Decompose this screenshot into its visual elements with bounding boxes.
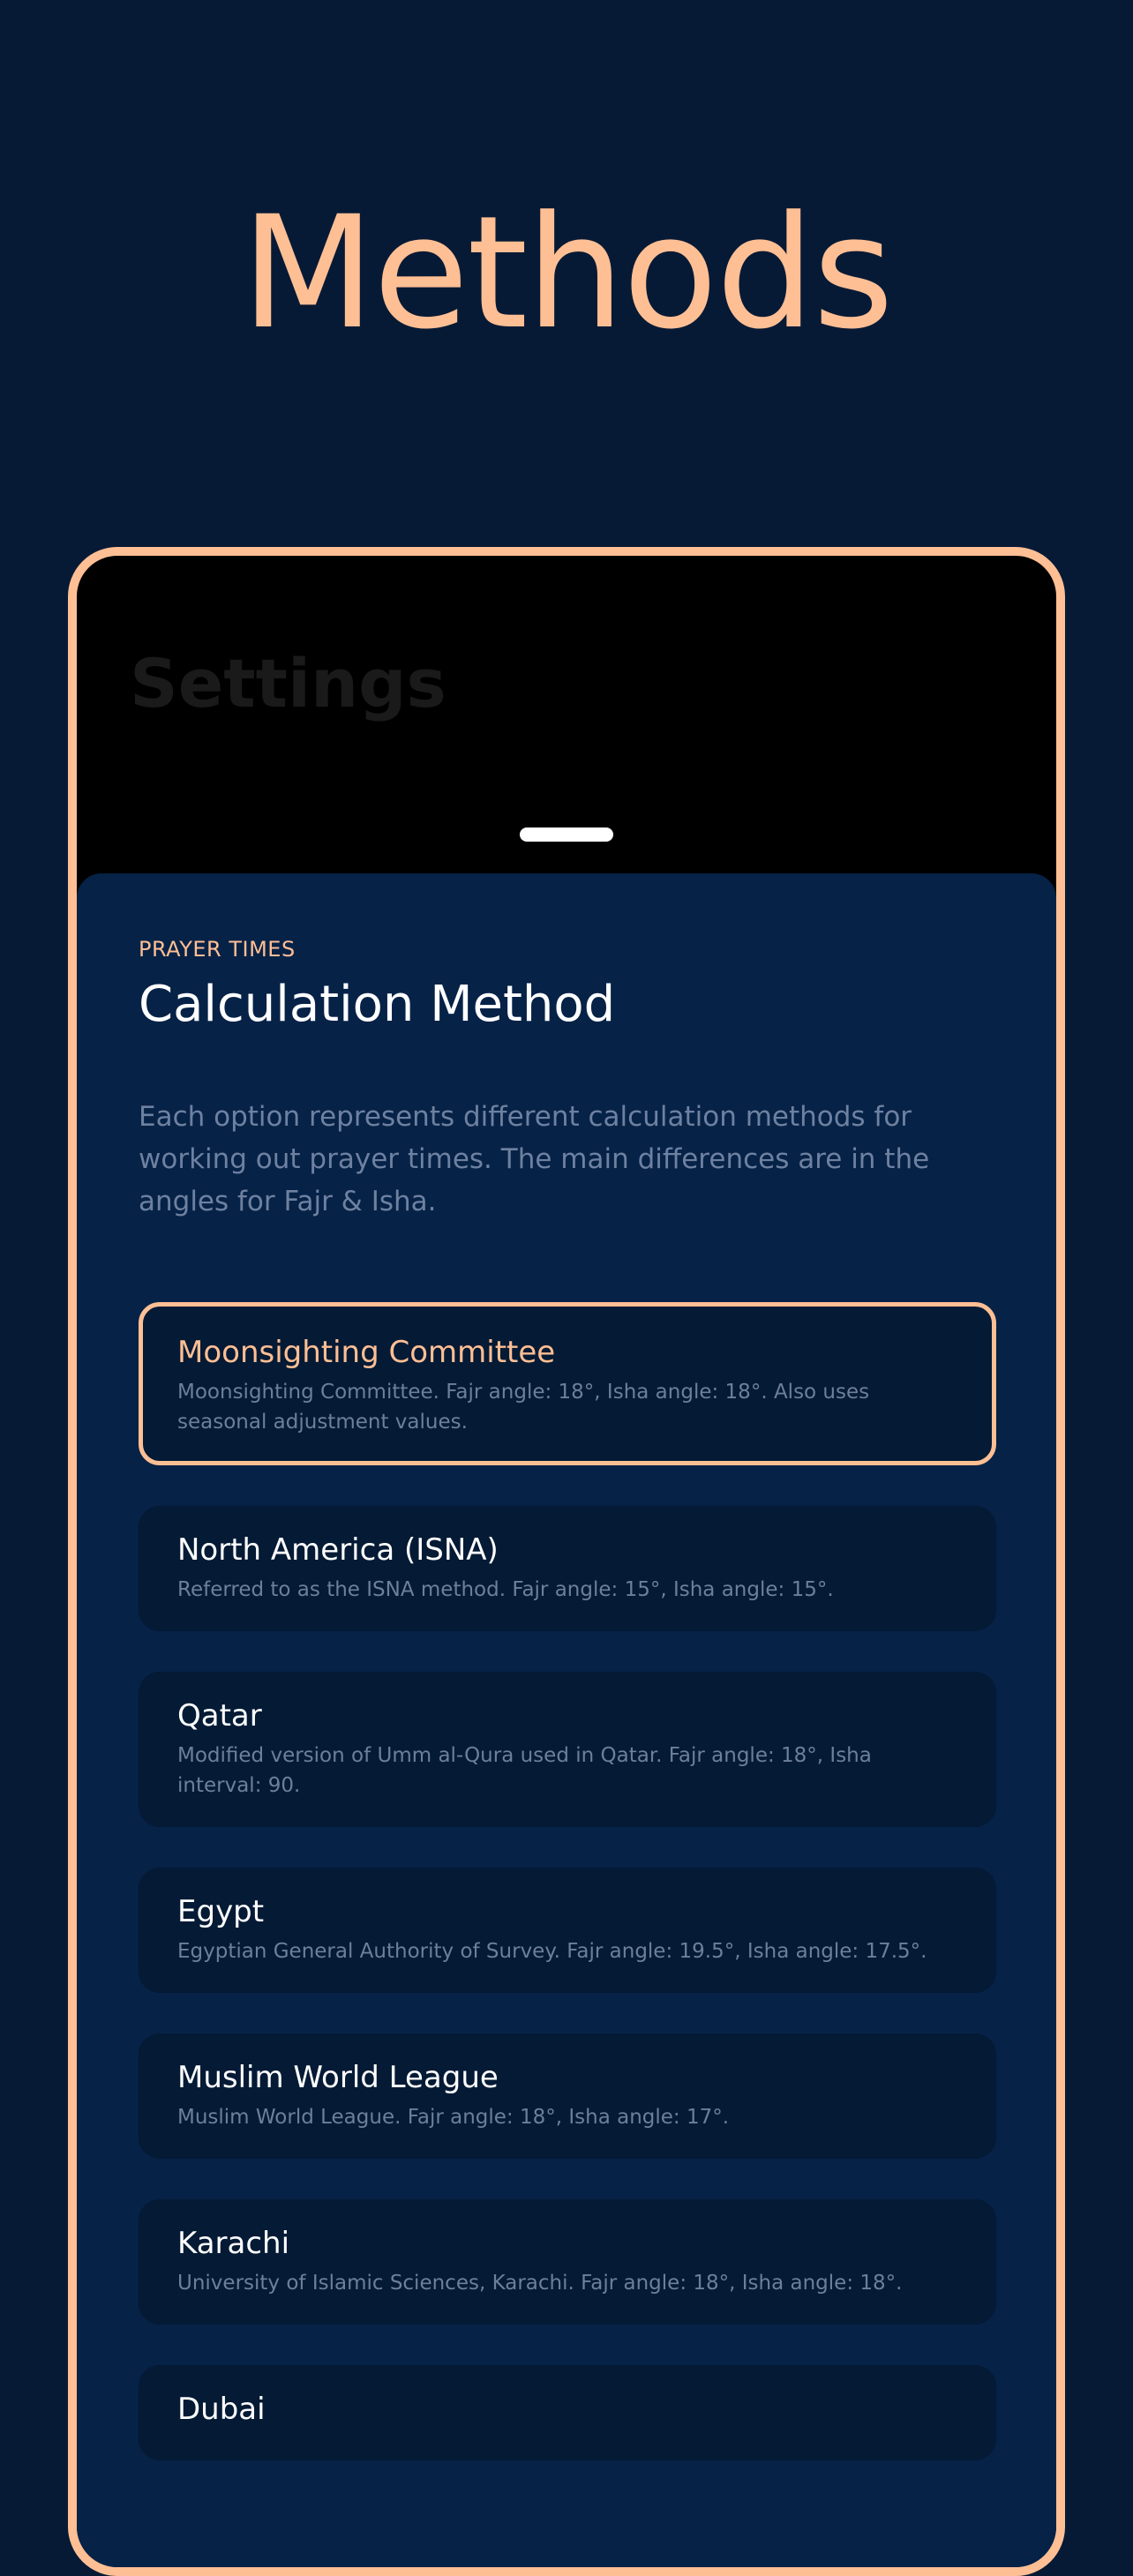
method-name: Dubai	[177, 2392, 266, 2427]
sheet-description: Each option represents different calculation methods for working out prayer times. The main differences are in the angles for Fajr & Isha.	[139, 1101, 930, 1217]
method-option-moonsighting-committee[interactable]	[139, 1302, 996, 1465]
method-description: Modified version of Umm al-Qura used in Qatar. Fajr angle: 18°, Isha interval: 90.	[177, 1744, 872, 1797]
method-description: Referred to as the ISNA method. Fajr angle: 15°, Isha angle: 15°.	[177, 1578, 834, 1601]
calculation-method-sheet	[77, 873, 1056, 2576]
method-option-karachi[interactable]	[139, 2199, 996, 2325]
method-option-egypt[interactable]	[139, 1868, 996, 1993]
settings-title: Settings	[130, 644, 446, 723]
method-description: Muslim World League. Fajr angle: 18°, Isha angle: 17°.	[177, 2106, 730, 2129]
method-description: Moonsighting Committee. Fajr angle: 18°, Isha angle: 18°. Also uses seasonal adjustment values.	[177, 1381, 870, 1434]
method-option-dubai[interactable]	[139, 2365, 996, 2460]
method-name: Muslim World League	[177, 2060, 499, 2095]
method-name: Moonsighting Committee	[177, 1335, 556, 1370]
method-option-north-america-isna[interactable]	[139, 1506, 996, 1631]
sheet-grabber-handle[interactable]	[520, 827, 613, 842]
hero-title: Methods	[241, 183, 892, 363]
device-frame	[68, 547, 1065, 2576]
method-name: Qatar	[177, 1698, 262, 1734]
method-description: University of Islamic Sciences, Karachi. Fajr angle: 18°, Isha angle: 18°.	[177, 2272, 903, 2295]
method-name: Karachi	[177, 2226, 290, 2261]
method-option-qatar[interactable]	[139, 1672, 996, 1827]
method-description: Egyptian General Authority of Survey. Fajr angle: 19.5°, Isha angle: 17.5°.	[177, 1940, 927, 1963]
sheet-title: Calculation Method	[139, 976, 616, 1033]
method-name: Egypt	[177, 1894, 265, 1929]
section-eyebrow: PRAYER TIMES	[139, 937, 296, 962]
method-list	[139, 1302, 996, 2501]
method-name: North America (ISNA)	[177, 1532, 499, 1568]
method-option-muslim-world-league[interactable]	[139, 2033, 996, 2159]
